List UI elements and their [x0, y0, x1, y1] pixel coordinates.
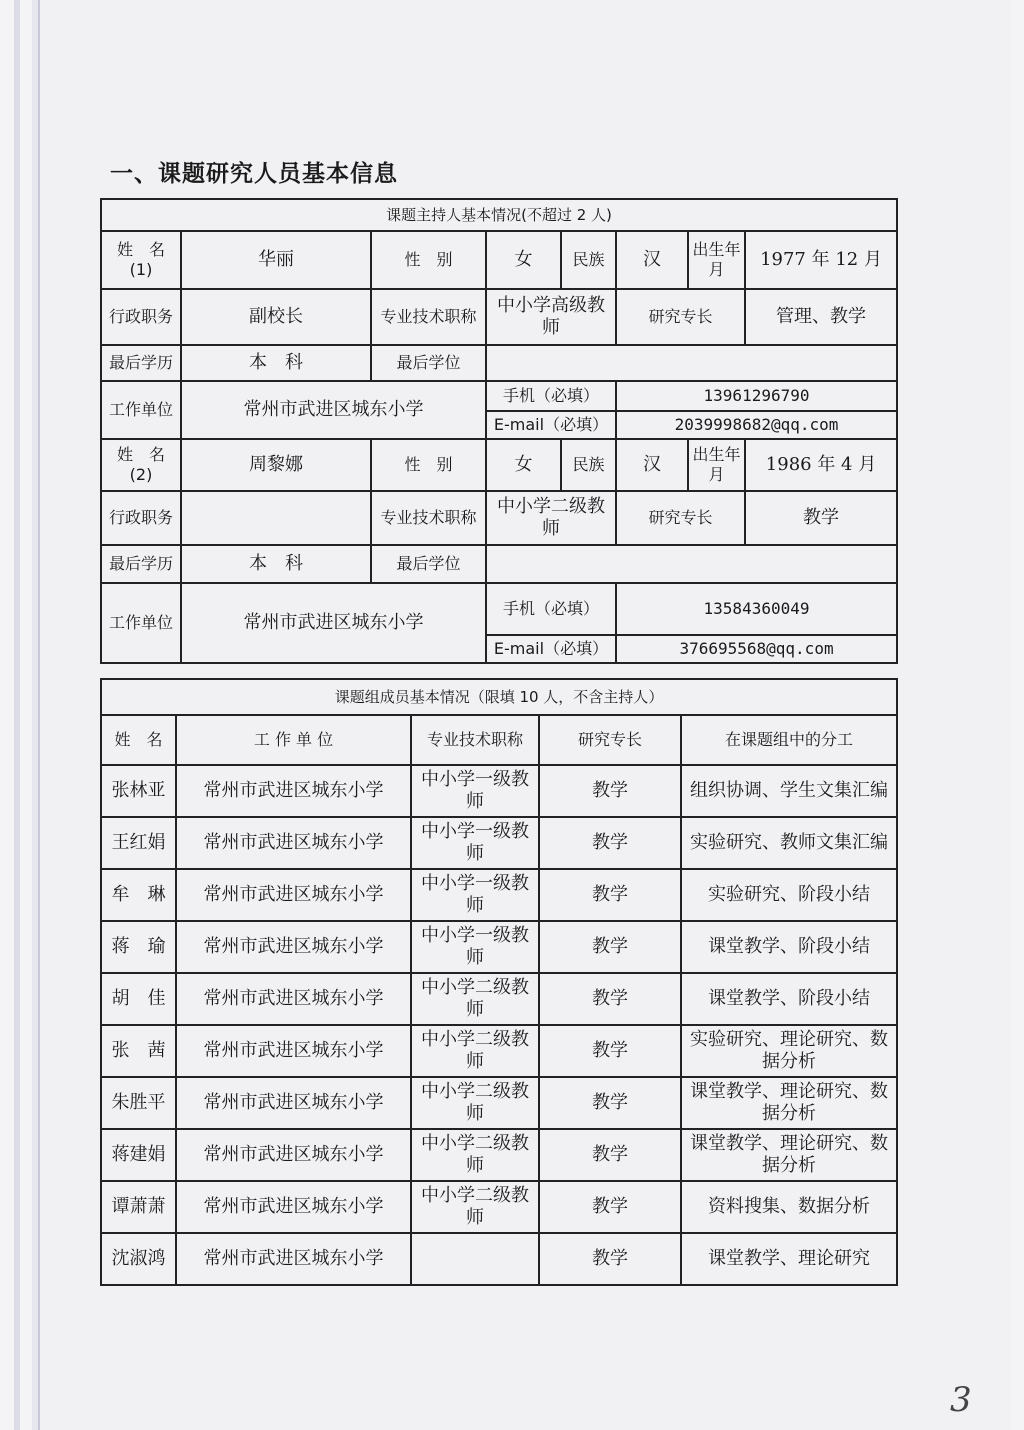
member-professional-title: 中小学二级教师 — [411, 1129, 539, 1181]
host-1-research-specialty: 管理、教学 — [745, 289, 897, 345]
host-1-birth: 1977 年 12 月 — [745, 231, 897, 289]
name-label: 姓 名 (2) — [101, 439, 181, 491]
table-row — [101, 765, 897, 817]
gender-label: 性 别 — [371, 231, 486, 289]
member-work-unit: 常州市武进区城东小学 — [176, 921, 411, 973]
member-research-specialty: 教学 — [539, 973, 681, 1025]
admin-position-label: 行政职务 — [101, 289, 181, 345]
member-research-specialty: 教学 — [539, 765, 681, 817]
member-division-of-work: 实验研究、教师文集汇编 — [681, 817, 897, 869]
table-row — [101, 869, 897, 921]
member-work-unit: 常州市武进区城东小学 — [176, 973, 411, 1025]
member-work-unit: 常州市武进区城东小学 — [176, 1233, 411, 1285]
host-2-work-unit: 常州市武进区城东小学 — [181, 583, 486, 663]
member-division-of-work: 实验研究、阶段小结 — [681, 869, 897, 921]
member-work-unit: 常州市武进区城东小学 — [176, 1129, 411, 1181]
research-specialty-label: 研究专长 — [616, 491, 745, 545]
host-2-phone: 13584360049 — [616, 583, 897, 635]
header-work-unit: 工 作 单 位 — [176, 715, 411, 765]
host-1-education: 本 科 — [181, 345, 371, 381]
host-2-degree — [486, 545, 897, 583]
name-label: 姓 名 (1) — [101, 231, 181, 289]
birth-label: 出生年月 — [688, 439, 745, 491]
member-division-of-work: 课堂教学、阶段小结 — [681, 921, 897, 973]
host-2-row-education — [101, 545, 897, 583]
research-specialty-label: 研究专长 — [616, 289, 745, 345]
host-2-professional-title: 中小学二级教师 — [486, 491, 616, 545]
email-label: E-mail（必填） — [486, 635, 616, 663]
ethnicity-label: 民族 — [561, 439, 616, 491]
member-work-unit: 常州市武进区城东小学 — [176, 1077, 411, 1129]
member-research-specialty: 教学 — [539, 1129, 681, 1181]
member-name: 张 茜 — [101, 1025, 176, 1077]
member-professional-title: 中小学一级教师 — [411, 921, 539, 973]
member-work-unit: 常州市武进区城东小学 — [176, 869, 411, 921]
member-name: 王红娟 — [101, 817, 176, 869]
member-division-of-work: 课堂教学、理论研究、数据分析 — [681, 1129, 897, 1181]
member-division-of-work: 资料搜集、数据分析 — [681, 1181, 897, 1233]
member-professional-title: 中小学二级教师 — [411, 973, 539, 1025]
member-professional-title: 中小学二级教师 — [411, 1025, 539, 1077]
education-label: 最后学历 — [101, 545, 181, 583]
member-name: 胡 佳 — [101, 973, 176, 1025]
host-2-research-specialty: 教学 — [745, 491, 897, 545]
host-2-admin-position — [181, 491, 371, 545]
host-2-gender: 女 — [486, 439, 561, 491]
host-2-education: 本 科 — [181, 545, 371, 583]
member-research-specialty: 教学 — [539, 1181, 681, 1233]
member-division-of-work: 课堂教学、理论研究 — [681, 1233, 897, 1285]
host-1-row-title — [101, 289, 897, 345]
host-1-row-education — [101, 345, 897, 381]
degree-label: 最后学位 — [371, 545, 486, 583]
member-caption: 课题组成员基本情况（限填 10 人，不含主持人） — [101, 679, 897, 715]
member-work-unit: 常州市武进区城东小学 — [176, 1025, 411, 1077]
member-name: 蒋 瑜 — [101, 921, 176, 973]
table-row — [101, 1129, 897, 1181]
degree-label: 最后学位 — [371, 345, 486, 381]
host-info-table — [100, 198, 898, 664]
member-division-of-work: 组织协调、学生文集汇编 — [681, 765, 897, 817]
member-research-specialty: 教学 — [539, 921, 681, 973]
member-name: 沈淑鸿 — [101, 1233, 176, 1285]
member-professional-title: 中小学二级教师 — [411, 1077, 539, 1129]
member-professional-title: 中小学一级教师 — [411, 817, 539, 869]
host-1-admin-position: 副校长 — [181, 289, 371, 345]
professional-title-label: 专业技术职称 — [371, 491, 486, 545]
member-research-specialty: 教学 — [539, 1233, 681, 1285]
member-work-unit: 常州市武进区城东小学 — [176, 1181, 411, 1233]
host-1-degree — [486, 345, 897, 381]
member-name: 蒋建娟 — [101, 1129, 176, 1181]
member-division-of-work: 课堂教学、阶段小结 — [681, 973, 897, 1025]
member-research-specialty: 教学 — [539, 817, 681, 869]
host-1-ethnicity: 汉 — [616, 231, 688, 289]
host-2-row-basic — [101, 439, 897, 491]
member-research-specialty: 教学 — [539, 1025, 681, 1077]
host-2-birth: 1986 年 4 月 — [745, 439, 897, 491]
member-research-specialty: 教学 — [539, 869, 681, 921]
work-unit-label: 工作单位 — [101, 381, 181, 439]
host-2-email: 376695568@qq.com — [616, 635, 897, 663]
binding-edge — [14, 0, 20, 1430]
member-work-unit: 常州市武进区城东小学 — [176, 765, 411, 817]
host-1-professional-title: 中小学高级教师 — [486, 289, 616, 345]
member-division-of-work: 课堂教学、理论研究、数据分析 — [681, 1077, 897, 1129]
host-1-gender: 女 — [486, 231, 561, 289]
email-label: E-mail（必填） — [486, 411, 616, 439]
host-1-row-basic — [101, 231, 897, 289]
gender-label: 性 别 — [371, 439, 486, 491]
host-1-row-unit — [101, 381, 897, 411]
ethnicity-label: 民族 — [561, 231, 616, 289]
table-row — [101, 817, 897, 869]
member-name: 朱胜平 — [101, 1077, 176, 1129]
header-name: 姓 名 — [101, 715, 176, 765]
member-rows — [101, 765, 897, 1285]
host-2-ethnicity: 汉 — [616, 439, 688, 491]
host-1-name: 华丽 — [181, 231, 371, 289]
member-work-unit: 常州市武进区城东小学 — [176, 817, 411, 869]
member-professional-title — [411, 1233, 539, 1285]
birth-label: 出生年月 — [688, 231, 745, 289]
host-1-email: 2039998682@qq.com — [616, 411, 897, 439]
table-row — [101, 921, 897, 973]
section-title: 一、课题研究人员基本信息 — [110, 161, 398, 187]
member-name: 谭萧萧 — [101, 1181, 176, 1233]
header-division-of-work: 在课题组中的分工 — [681, 715, 897, 765]
header-research-specialty: 研究专长 — [539, 715, 681, 765]
host-caption: 课题主持人基本情况(不超过 2 人) — [101, 199, 897, 231]
member-info-table — [100, 678, 898, 1286]
member-header-row — [101, 715, 897, 765]
header-professional-title: 专业技术职称 — [411, 715, 539, 765]
member-professional-title: 中小学二级教师 — [411, 1181, 539, 1233]
phone-label: 手机（必填） — [486, 381, 616, 411]
host-1-phone: 13961296790 — [616, 381, 897, 411]
member-division-of-work: 实验研究、理论研究、数据分析 — [681, 1025, 897, 1077]
table-row — [101, 1181, 897, 1233]
member-name: 牟 琳 — [101, 869, 176, 921]
phone-label: 手机（必填） — [486, 583, 616, 635]
member-name: 张林亚 — [101, 765, 176, 817]
host-2-name: 周黎娜 — [181, 439, 371, 491]
member-research-specialty: 教学 — [539, 1077, 681, 1129]
education-label: 最后学历 — [101, 345, 181, 381]
admin-position-label: 行政职务 — [101, 491, 181, 545]
member-professional-title: 中小学一级教师 — [411, 869, 539, 921]
work-unit-label: 工作单位 — [101, 583, 181, 663]
host-2-row-title — [101, 491, 897, 545]
table-row — [101, 1077, 897, 1129]
table-row — [101, 1025, 897, 1077]
host-2-row-unit — [101, 583, 897, 635]
page-number: 3 — [950, 1380, 972, 1420]
professional-title-label: 专业技术职称 — [371, 289, 486, 345]
host-1-work-unit: 常州市武进区城东小学 — [181, 381, 486, 439]
table-row — [101, 1233, 897, 1285]
member-professional-title: 中小学一级教师 — [411, 765, 539, 817]
table-row — [101, 973, 897, 1025]
